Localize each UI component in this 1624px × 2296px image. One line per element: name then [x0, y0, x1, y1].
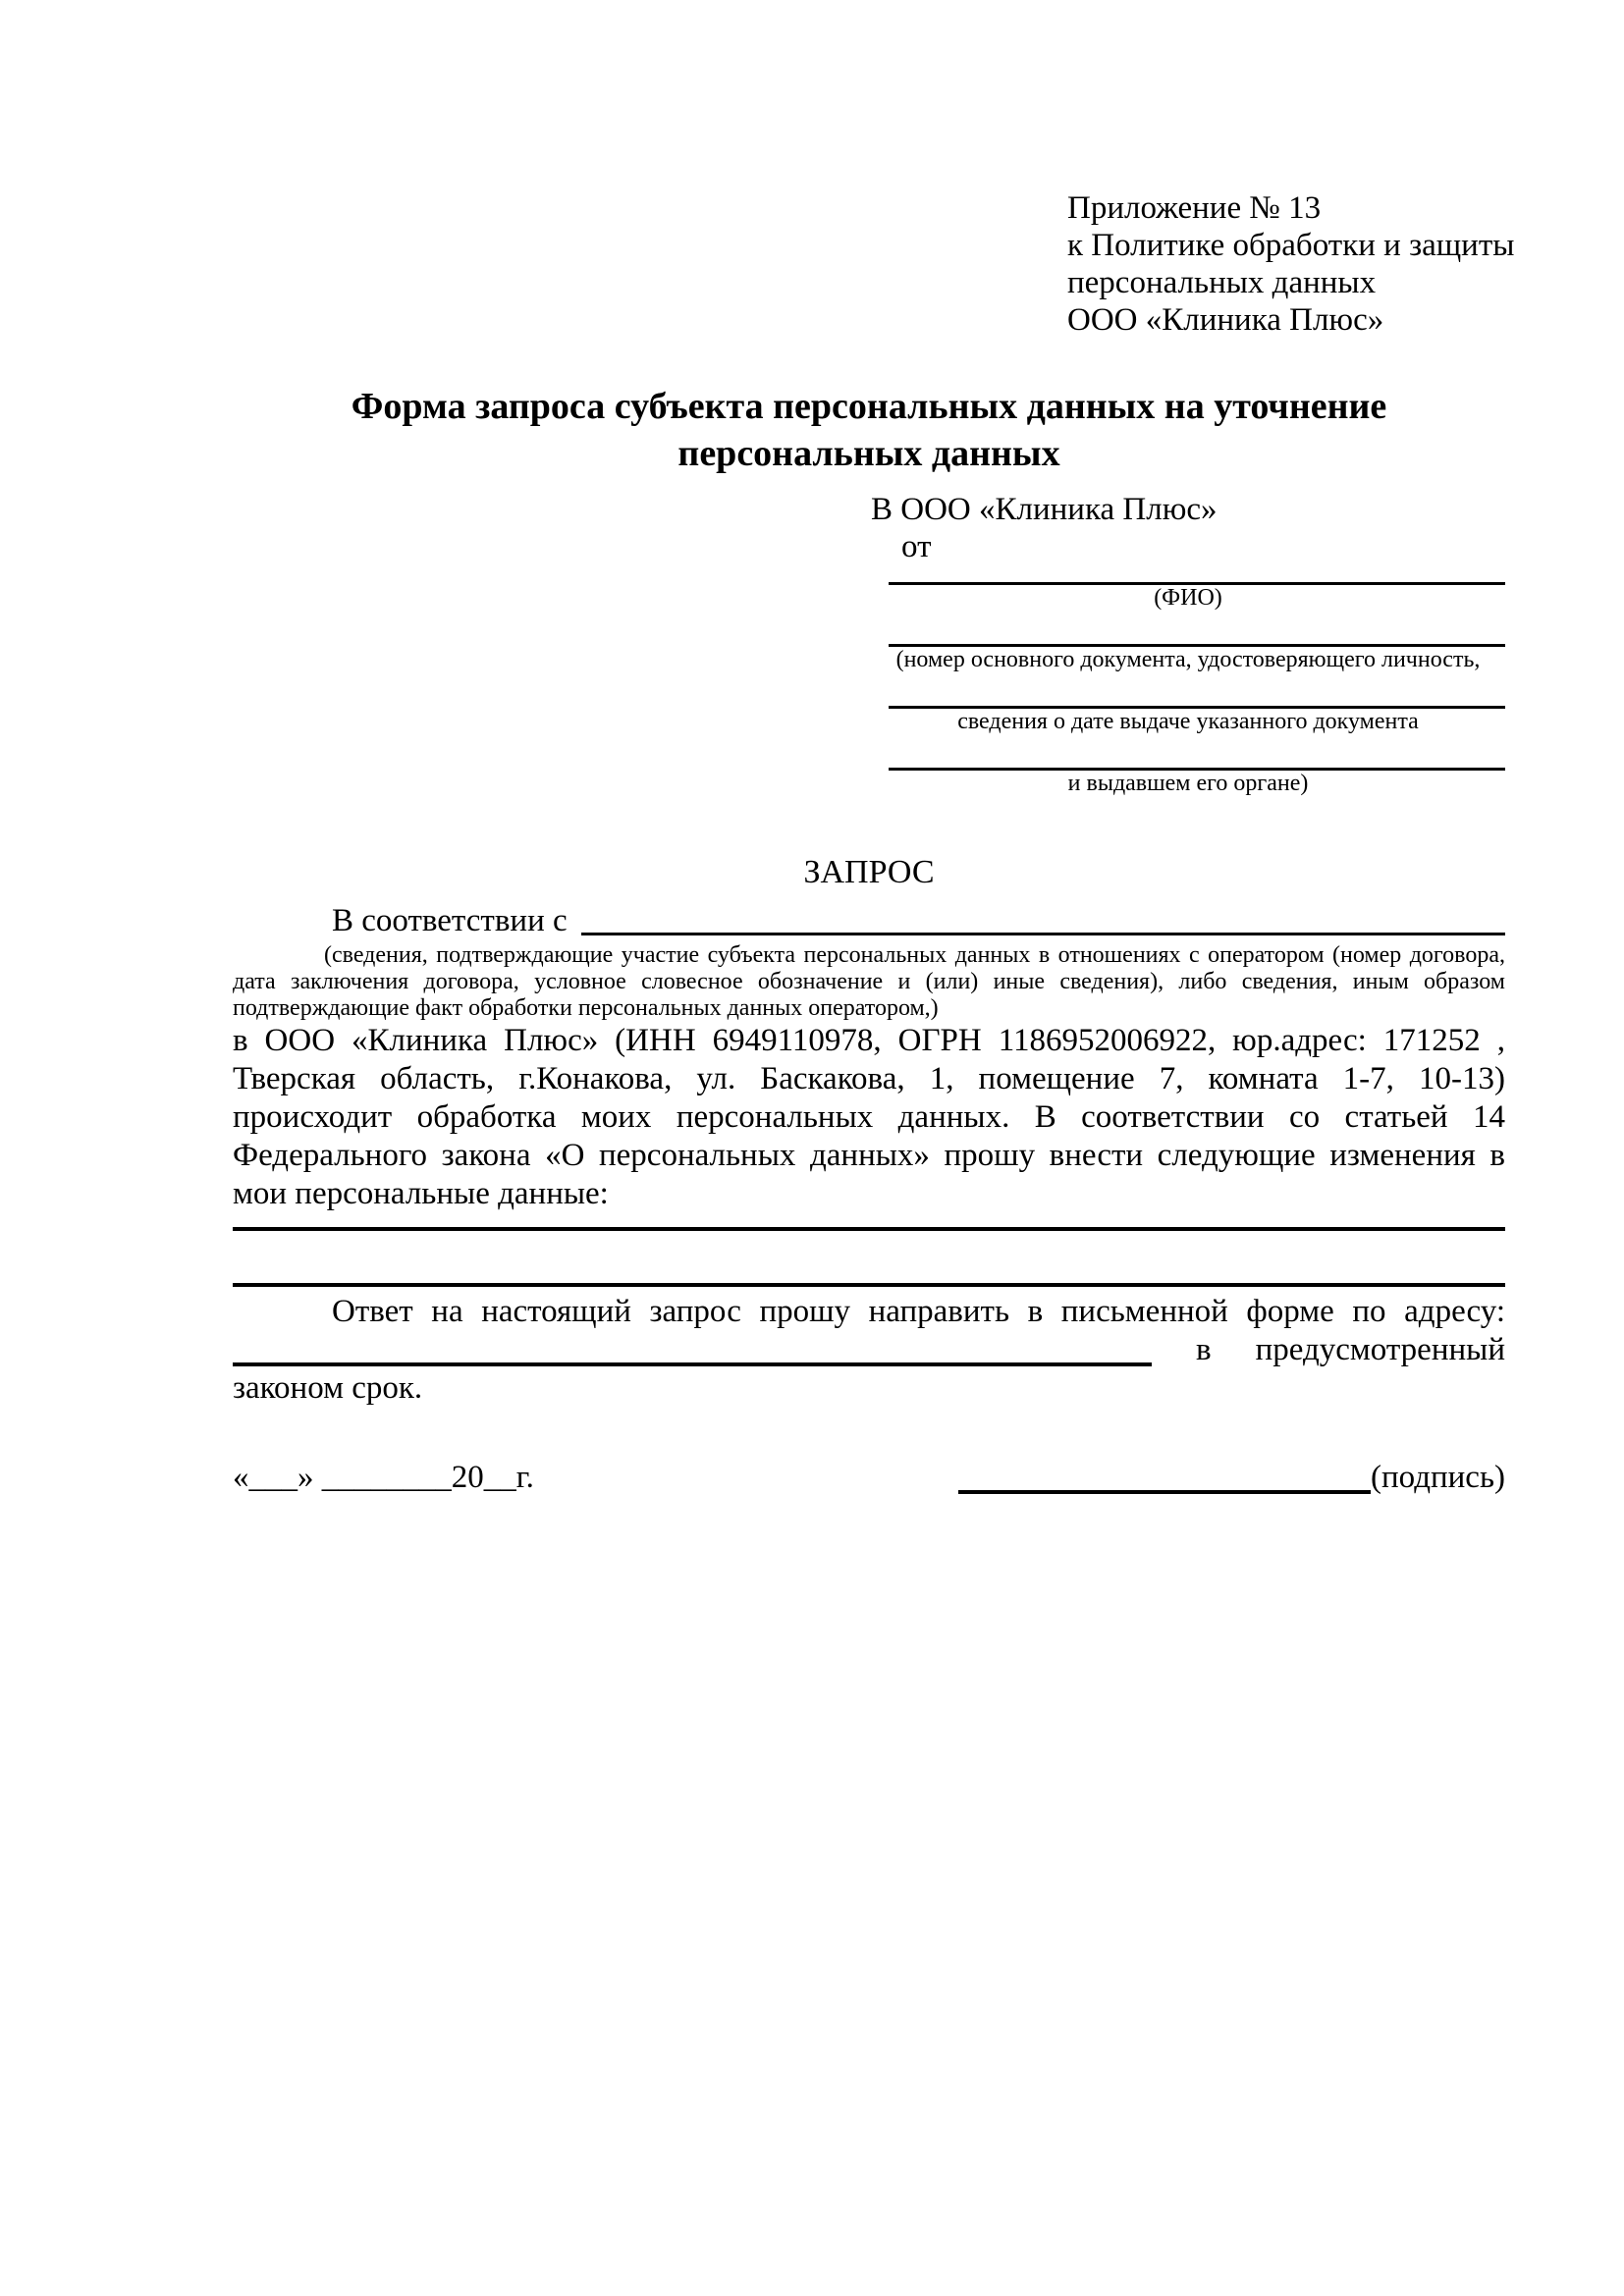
appendix-line-1: Приложение № 13: [1067, 190, 1322, 226]
reply-inline-word: в: [1196, 1332, 1212, 1367]
document-content: [233, 0, 1515, 1497]
appendix-line-3: персональных данных: [1067, 265, 1377, 300]
accordance-row: [233, 902, 1505, 940]
issue-date-caption: сведения о дате выдаче указанного документа: [957, 709, 1419, 734]
accordance-fill-line: [581, 933, 1505, 935]
appendix-header: [1067, 189, 1515, 339]
issue-date-fill-line: [889, 672, 1505, 709]
addressee-from-label: от: [901, 529, 932, 564]
issuing-authority-caption: и выдавшем его органе): [1067, 771, 1309, 796]
reply-trailing-word: предусмотренный: [1255, 1332, 1505, 1367]
operator-paragraph: в ООО «Клиника Плюс» (ИНН 6949110978, ОГРН 1186952006922, юр.адрес: 171252 , Тверская область, г.Конакова, ул. Баскакова, 1, помещение 7, комната 1-7, 10-13) происходит обработка моих персональных данных. В соответствии со статьей 14 Федерального закона «О персональных данных» прошу внести следующие изменения в мои персональные данные:: [233, 1023, 1505, 1211]
reply-closing: законом срок.: [233, 1370, 423, 1406]
issuing-authority-fill-line: [889, 734, 1505, 771]
signature-row: [233, 1459, 1505, 1497]
changes-fill-line-1: [233, 1213, 1505, 1231]
signature-caption: (подпись): [1371, 1460, 1505, 1495]
fio-fill-line: [889, 565, 1505, 585]
reply-paragraph-line: Ответ на настоящий запрос прошу направить в письменной форме по адресу:: [332, 1294, 1505, 1329]
signature-group: [958, 1459, 1505, 1497]
appendix-line-2: к Политике обработки и защиты: [1067, 228, 1515, 263]
addressee-to: В ООО «Клиника Плюс»: [871, 492, 1218, 527]
page-title: Форма запроса субъекта персональных данных на уточнение персональных данных: [351, 386, 1387, 474]
id-document-number-caption: (номер основного документа, удостоверяющего личность,: [895, 647, 1481, 672]
date-blank: «___» ________20__г.: [233, 1460, 534, 1495]
changes-fill-line-2: [233, 1231, 1505, 1287]
request-heading: ЗАПРОС: [803, 854, 935, 890]
addressee-block: [871, 491, 1505, 796]
fio-caption: (ФИО): [1154, 585, 1222, 611]
address-fill-line: [233, 1333, 1152, 1366]
id-document-number-fill-line: [889, 611, 1505, 647]
appendix-line-4: ООО «Клиника Плюс»: [1067, 302, 1384, 338]
accordance-note: (сведения, подтверждающие участие субъекта персональных данных в отношениях с оператором (номер договора, дата заключения договора, условное словесное обозначение и (или) иные сведения), либо сведения, иным образом подтверждающие факт обработки персональных данных оператором,): [233, 942, 1505, 1021]
accordance-prefix: В соответствии с: [332, 903, 568, 938]
signature-fill-line: [958, 1461, 1371, 1494]
reply-address-row: [233, 1331, 1505, 1369]
